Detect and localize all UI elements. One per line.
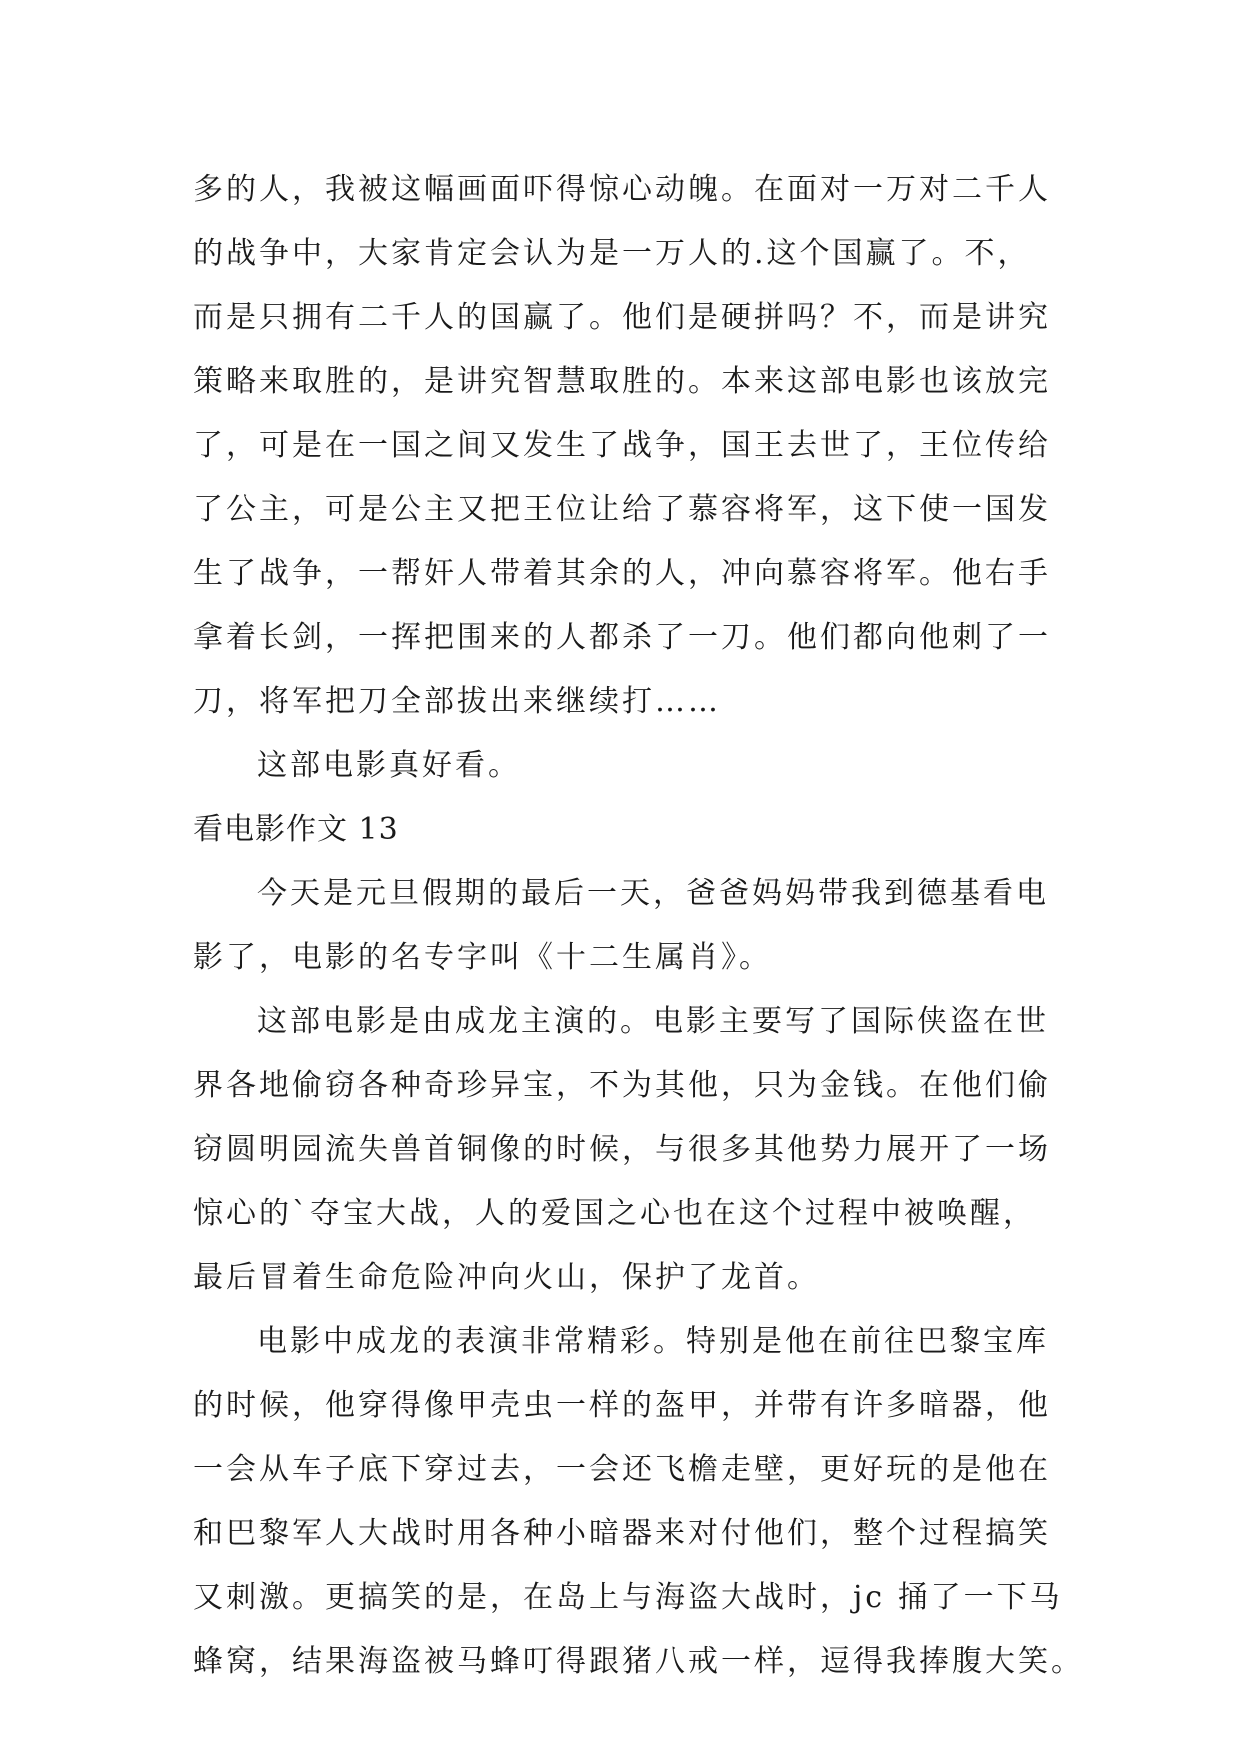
text-line: 这部电影真好看。: [257, 748, 521, 783]
text-line: 和巴黎军人大战时用各种小暗器来对付他们，整个过程搞笑: [193, 1516, 1051, 1551]
text-line: 电影中成龙的表演非常精彩。特别是他在前往巴黎宝库: [257, 1324, 1049, 1359]
text-line: 策略来取胜的，是讲究智慧取胜的。本来这部电影也该放完: [193, 364, 1051, 399]
text-line: 了，可是在一国之间又发生了战争，国王去世了，王位传给: [193, 428, 1051, 463]
text-line: 生了战争，一帮奸人带着其余的人，冲向慕容将军。他右手: [193, 556, 1051, 591]
paragraph-2: [193, 734, 1053, 798]
text-line: 的时候，他穿得像甲壳虫一样的盔甲，并带有许多暗器，他: [193, 1388, 1051, 1423]
text-line: 刀，将军把刀全部拔出来继续打……: [193, 684, 721, 719]
text-line: 一会从车子底下穿过去，一会还飞檐走壁，更好玩的是他在: [193, 1452, 1051, 1487]
text-line: 这部电影是由成龙主演的。电影主要写了国际侠盗在世: [257, 1004, 1049, 1039]
paragraph-4: [193, 990, 1053, 1310]
section-heading: 看电影作文 13: [193, 812, 399, 847]
text-line: 拿着长剑，一挥把围来的人都杀了一刀。他们都向他刺了一: [193, 620, 1051, 655]
document-body: [193, 158, 1084, 1694]
paragraph-5: [193, 1310, 1084, 1694]
text-line: 多的人，我被这幅画面吓得惊心动魄。在面对一万对二千人: [193, 172, 1051, 207]
text-line: 影了，电影的名专字叫《十二生属肖》。: [193, 940, 772, 975]
text-line: 惊心的`夺宝大战，人的爱国之心也在这个过程中被唤醒，: [193, 1196, 1036, 1231]
text-line: 了公主，可是公主又把王位让给了慕容将军，这下使一国发: [193, 492, 1051, 527]
text-line: 又刺激。更搞笑的是，在岛上与海盗大战时，jc 捅了一下马: [193, 1580, 1063, 1615]
text-line: 蜂窝，结果海盗被马蜂叮得跟猪八戒一样，逗得我捧腹大笑。: [193, 1644, 1084, 1679]
text-line: 的战争中，大家肯定会认为是一万人的.这个国赢了。不，: [193, 236, 1031, 271]
paragraph-3: [193, 862, 1053, 990]
paragraph-1: [193, 158, 1053, 734]
text-line: 窃圆明园流失兽首铜像的时候，与很多其他势力展开了一场: [193, 1132, 1051, 1167]
text-line: 而是只拥有二千人的国赢了。他们是硬拼吗？不，而是讲究: [193, 300, 1051, 335]
text-line: 界各地偷窃各种奇珍异宝，不为其他，只为金钱。在他们偷: [193, 1068, 1051, 1103]
text-line: 今天是元旦假期的最后一天，爸爸妈妈带我到德基看电: [257, 876, 1049, 911]
text-line: 最后冒着生命危险冲向火山，保护了龙首。: [193, 1260, 820, 1295]
